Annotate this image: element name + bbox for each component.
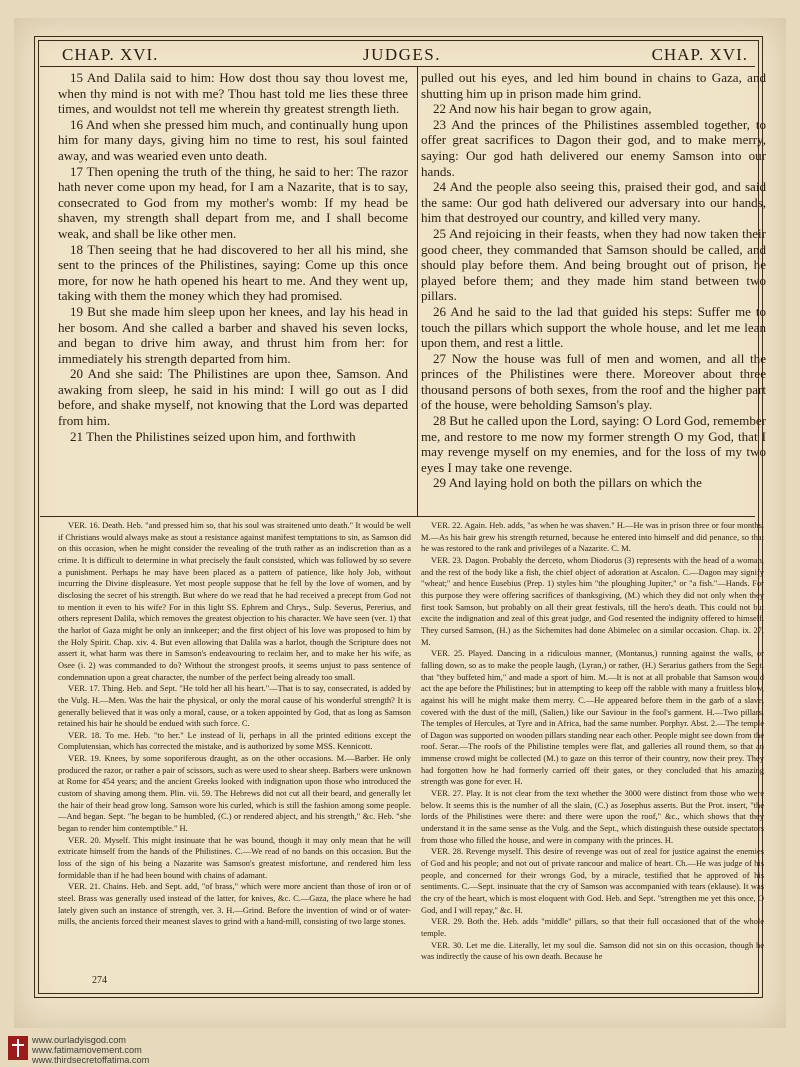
page-number: 274 (92, 975, 107, 986)
verse: 15 And Dalila said to him: How dost thou say thou lovest me, when thy mind is not with me? Thou hast told me lies these three times, and wouldst not tell me wherein thy greatest strength lieth. (58, 70, 408, 117)
commentary-note: VER. 30. Let me die. Literally, let my soul die. Samson did not sin on this occasion, though he was indirectly the cause of his own death. Because he (421, 939, 764, 962)
verse: 29 And laying hold on both the pillars on which the (433, 475, 702, 491)
verse: 18 Then seeing that he had discovered to her all his mind, she sent to the princes of the Philistines, saying: Come up this once more, for now he hath opened his heart to me. And they went up, taking with them the money which they had promised. (58, 241, 408, 304)
commentary-note: VER. 28. Revenge myself. This desire of revenge was out of zeal for justice against the enemies of God and his people; and not out of private rancour and malice of heart. Ch.—He was judge of his people, and concerned for their wrongs God, by a miracle, testified that he approved of his sentiments. C.—Sept. insinuate that the cry of Samson was accompanied with tears (eklause). It was the cry of the heart, which is most eloquent with God. Heb. and Sept. "strengthen me yet this once, O God, and I will repay," &c. H. (421, 846, 764, 915)
chapter-label-left: CHAP. XVI. (62, 45, 159, 64)
cross-logo-icon (8, 1036, 28, 1060)
commentary-right-column (421, 520, 764, 963)
column-divider (417, 67, 418, 516)
commentary-note: VER. 21. Chains. Heb. and Sept. add, "of brass," which were more ancient than those of iron or of steel. Brass was generally used instead of the latter, for knives, &c. C.—Gaza, the place where he had lately given such an instance of strength, ver. 3. H.—Grind. Before the invention of wind or of water-mills, the ancients forced their meanest slaves to grind with a hand-mill, consisting of two large stones. (58, 881, 411, 927)
commentary-note: VER. 20. Myself. This might insinuate that he was bound, though it may only mean that he will extricate himself from the hands of the Philistines. C.—We read of no bands on this occasion. But the loss of the sign of his being a Nazarite was Samson's greatest misfortune, and rendered him less formidable than if he had been bound with chains of adamant. (58, 834, 411, 880)
book-title: JUDGES. (362, 45, 442, 64)
verse: 24 And the people also seeing this, praised their god, and said the same: Our god hath delivered our adversary into our hands, him that destroyed our country, and killed very many. (421, 179, 766, 226)
verse: 17 Then opening the truth of the thing, he said to her: The razor hath never come upon my head, for I am a Nazarite, that is to say, consecrated to God from my mother's womb: If my head be shaven, my strength shall depart from me, and I shall become weak, and shall be like other men. (58, 163, 408, 241)
verse: 28 But he called upon the Lord, saying: O Lord God, remember me, and restore to me now my former strength O my God, that I may revenge myself on my enemies, and for the loss of my two eyes I may take one revenge. (421, 413, 766, 475)
verse: 19 But she made him sleep upon her knees, and lay his head in her bosom. And she called a barber and shaved his seven locks, and began to drive him away, and thrust him from her: for immediately his strength departed from him. (58, 303, 408, 366)
verse: 16 And when she pressed him much, and continually hung upon him for many days, giving him no time to rest, his soul fainted away, and was wearied even unto death. (58, 116, 408, 163)
footer-url[interactable]: www.thirdsecretoffatima.com (32, 1055, 150, 1065)
footer-url[interactable]: www.fatimamovement.com (32, 1045, 142, 1055)
verses-right-column (421, 70, 766, 491)
commentary-note: VER. 29. Both the. Heb. adds "middle" pillars, so that their full occasioned that of the whole temple. (421, 916, 764, 938)
commentary-note: VER. 22. Again. Heb. adds, "as when he was shaven." H.—He was in prison three or four months. M.—As his hair grew his strength returned, because he entered into himself and did penance, so that he was restored to the rank and privileges of a Nazarite. C. M. (421, 520, 764, 554)
verses-left-column (58, 70, 408, 444)
verse: 21 Then the Philistines seized upon him, and forthwith (70, 428, 356, 444)
footer-urls (32, 1035, 149, 1065)
notes-rule (40, 516, 755, 517)
commentary-note: VER. 23. Dagon. Probably the derceto, whom Diodorus (3) represents with the head of a woman, and the rest of the body like a fish, the chief object of adoration at Ascalon. C.—Dagon may signify "wheat;" and hence Eusebius (Prep. 1) styles him "the ploughing Jupiter," or "a fish."—Hands. For this purpose they were offering sacrifices of thanksgiving, (M.) which they did not only when they first took Samson, but probably on all their great festivals, till the hero's death. This could not but excite the indignation and zeal of this great judge, and God resented the indignity offered to himself. They cursed Samson, (H.) as the Sichemites had done Abimelec on a similar occasion. Chap. ix. 27. M. (421, 554, 764, 647)
commentary-left-column (58, 520, 411, 928)
verse: 27 Now the house was full of men and women, and all the princes of the Philistines were there. Moreover about three thousand persons of both sexes, from the roof and the higher part of the house, were beholding Samson's play. (421, 350, 766, 413)
commentary-note: VER. 18. To me. Heb. "to her." Le instead of li, perhaps in all the printed editions except the Complutensian, which has corrected the mistake, and is authorized by some MSS. Kennicott. (58, 729, 411, 752)
verse: 22 And now his hair began to grow again, (433, 101, 652, 117)
verse: 26 And he said to the lad that guided his steps: Suffer me to touch the pillars which support the whole house, and let me lean upon them, and rest a little. (421, 303, 766, 351)
verse: 25 And rejoicing in their feasts, when they had now taken their good cheer, they commanded that Samson should be called, and should play before them. And being brought out of prison, he played before them; and they made him stand between two pillars. (421, 225, 766, 304)
commentary-note: VER. 27. Play. It is not clear from the text whether the 3000 were distinct from those who were below. It seems this is the number of all the slain, (C.) as Josephus asserts. But the Prot. insert, "the lords of the Philistines were there: and there were upon the roof," &c., which shows that they understand it in the same sense as the Vulg. and the Sept., which distinguish these outside spectators from those who filled the house, and were in company with the princes. H. (421, 788, 764, 845)
footer-url[interactable]: www.ourladyisgod.com (32, 1035, 126, 1045)
commentary-note: VER. 16. Death. Heb. "and pressed him so, that his soul was straitened unto death." It would be well if Christians would always make as stout a resistance against manifest temptations to sin, as Samson did on this occasion, when he might consider the revealing of the truth rather as an indiscretion than as a crime. It is difficult to determine in what precisely the fault consisted, which was followed by so severe a punishment. Perhaps he may have been placed as a pattern of patience, like holy Job, without incurring the Divine displeasure. Yet most people suppose that he fell by the love of women, and by disclosing the secret of his strength. But where do we read that he had received a precept from God not to mention it even to his wife? For in this light SS. Ephrem and Chrys., Sulp. Severus, Pererius, and others represent Dalila, which removes the greatest objection to his character. We have seen (ver. 1) that the harlot of Gaza might be only an innkeeper; and the first object of his love was proposed to him by the Holy Spirit. Chap. xiv. 4. But even allowing that Dalila was a harlot, though the Scripture does not assert it, what harm was there in Samson's endeavouring to reclaim her, and to make her his wife, as Osee (i. 2) was commanded to do? Without the strongest proofs, it seems unjust to pass sentence of condemnation upon a great character, the number of the perfect being already too small. (58, 520, 411, 682)
verse: 20 And she said: The Philistines are upon thee, Samson. And awaking from sleep, he said in his mind: I will go out as I did before, and shake myself, not knowing that the Lord was departed from him. (58, 366, 408, 429)
chapter-label-right: CHAP. XVI. (651, 45, 748, 64)
header-rule (40, 66, 755, 67)
commentary-note: VER. 25. Played. Dancing in a ridiculous manner, (Montanus,) running against the walls, or falling down, so as to make the people laugh, (Lyran,) or rather, (H.) Serarius gathers from the Sept. that "they buffeted him," and made a sport of him. M.—It is not at all probable that Samson would act the ape before the Philistines; but in attempting to keep off the rabble with many a fruitless blow, against his will he might make them merry. C.—He appeared before them in the garb of a slave, covered with the dust of the mill, (Salien,) like our Saviour in the fool's garment. H.—Two pillars. The temples of Hercules, at Tyre and in Africa, had the same number. Porphyr. Abst. 2.—The temple of Dagon was supported on wooden pillars standing near each other. People might see down from the roof. Serar.—The roofs of the Philistine temples were flat, and galleries all round them, so that an immense crowd might be collected (M.) to gaze on this terror of their country, now their prey. They had forgotten how he had formerly carried off their gates, or they concluded that his amazing strength was gone for ever. H. (421, 648, 764, 787)
commentary-note: VER. 19. Knees, by some soporiferous draught, as on the other occasions. M.—Barber. He only produced the razor, or rather a pair of scissors, such as were used to shear sheep. Barbers were unknown at Rome for 454 years; and the ancient Greeks looked with indignation upon those who introduced the custom of shaving among them. Plin. vii. 59. The Hebrews did not cut all their beard, and generally let the hair of their head grow long. Samson wore his curled, which is still the fashion among some people.—And began. Sept. "he began to be humbled, (C.) or rendered abject, and his strength," &c. Heb. "she began to render him contemptible." H. (58, 753, 411, 834)
verse: 23 And the princes of the Philistines assembled together, to offer great sacrifices to Dagon their god, and to make merry, saying: Our god hath delivered our enemy Samson into our hands. (421, 116, 766, 179)
commentary-note: VER. 17. Thing. Heb. and Sept. "He told her all his heart."—That is to say, consecrated, is added by the Vulg. H.—Men. Was the hair the physical, or only the moral cause of his wonderful strength? It is generally believed that it was only a moral, cause, or a token appointed by God, that as long as Samson retained his hair he should be endued with such force. C. (58, 683, 411, 729)
running-header (50, 42, 754, 68)
verse: pulled out his eyes, and led him bound in chains to Gaza, and shutting him up in prison made him grind. (421, 70, 766, 101)
